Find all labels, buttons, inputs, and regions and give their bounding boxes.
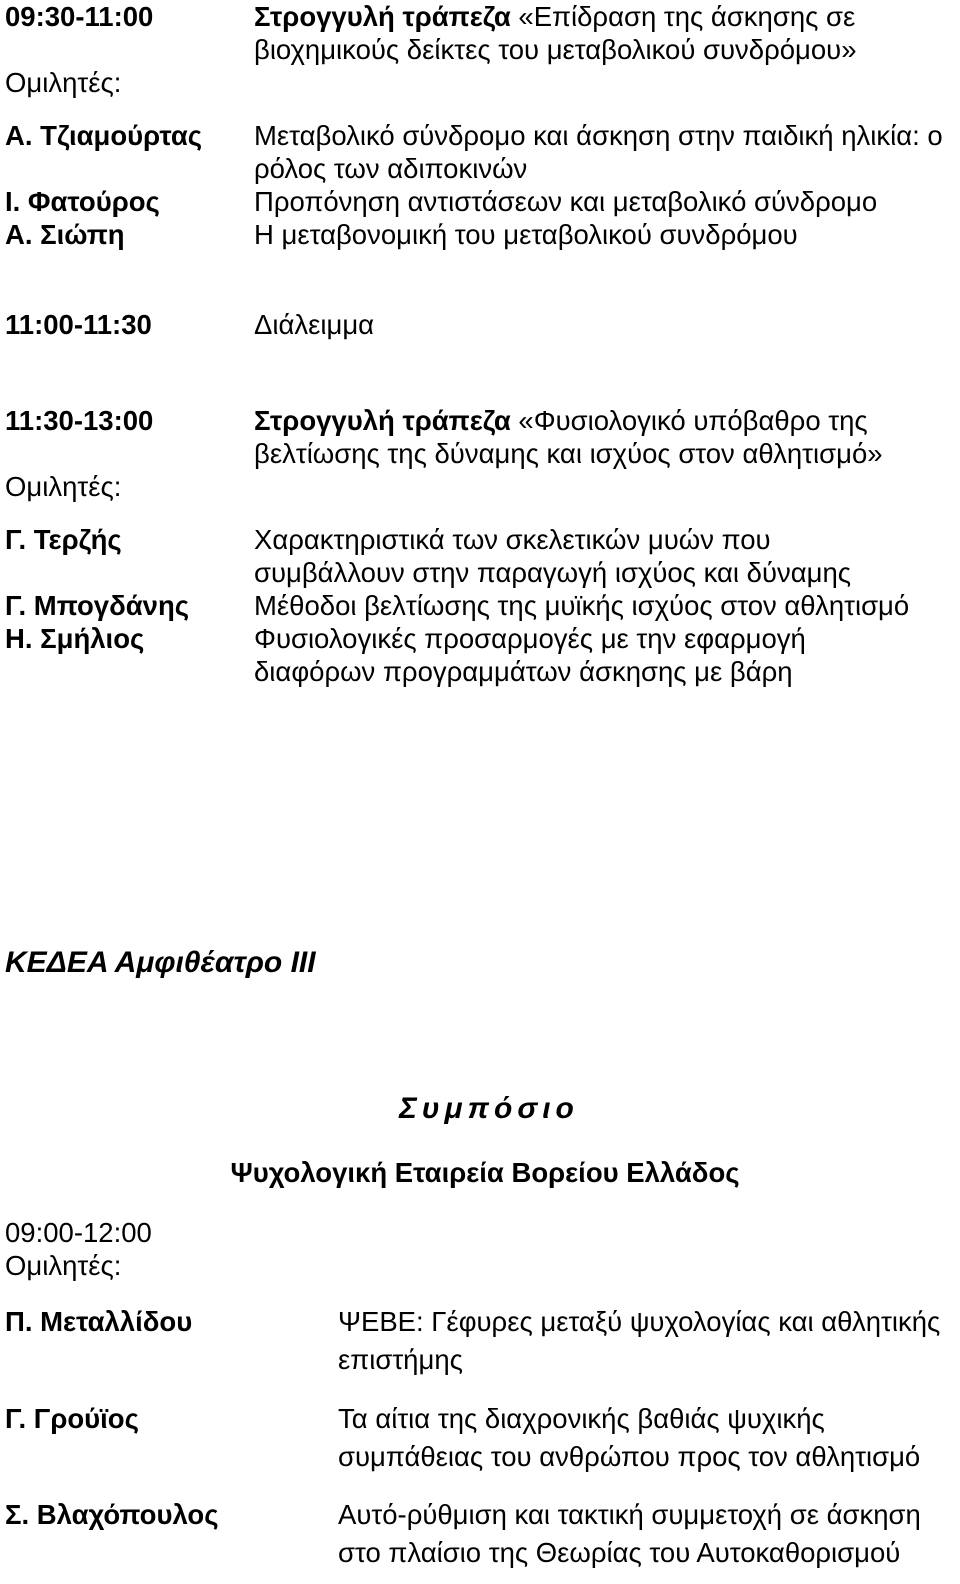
speaker-name: Γ. Γρούϊος — [5, 1403, 139, 1434]
talk-title: ρόλος των αδιποκινών — [254, 153, 528, 184]
talk-title: ΨΕΒΕ: Γέφυρες μεταξύ ψυχολογίας και αθλητικής — [338, 1306, 941, 1337]
session-1-title-line2: βιοχημικούς δείκτες του μεταβολικού συνδρόμου» — [254, 34, 857, 65]
talk-title: συμβάλλουν στην παραγωγή ισχύος και δύναμης — [254, 557, 852, 588]
speaker-name: Γ. Τερζής — [5, 524, 122, 555]
session-2-title-line2: βελτίωσης της δύναμης και ισχύος στον αθλητισμό» — [254, 438, 883, 469]
session-1-title-rest: «Επίδραση της άσκησης σε — [510, 1, 856, 32]
symposium-heading: Συμπόσιο — [399, 1092, 579, 1125]
speaker-name: Σ. Βλαχόπουλος — [5, 1499, 219, 1530]
speaker-name: Α. Τζιαμούρτας — [5, 120, 203, 151]
session-1-title — [254, 0, 855, 33]
talk-title: Αυτό-ρύθμιση και τακτική συμμετοχή σε άσκηση — [338, 1499, 921, 1530]
talk-title: Προπόνηση αντιστάσεων και μεταβολικό σύνδρομο — [254, 186, 878, 217]
speaker-name: Η. Σμήλιος — [5, 623, 145, 654]
break-time: 11:00-11:30 — [5, 309, 152, 340]
talk-title: Φυσιολογικές προσαρμογές με την εφαρμογή — [254, 623, 806, 654]
session-2-title — [254, 404, 868, 437]
speaker-name: Ι. Φατούρος — [5, 186, 160, 217]
session-2 — [0, 404, 960, 688]
venue-heading: ΚΕΔΕΑ Αμφιθέατρο ΙΙΙ — [5, 946, 316, 979]
symposium-time: 09:00-12:00 — [5, 1217, 152, 1248]
session-1 — [0, 0, 960, 251]
symposium-organizer: Ψυχολογική Εταιρεία Βορείου Ελλάδος — [230, 1157, 740, 1188]
talk-title: Μέθοδοι βελτίωσης της μυϊκής ισχύος στον αθλητισμό — [254, 590, 910, 621]
session-2-speakers-label: Ομιλητές: — [5, 471, 122, 502]
speaker-name: Π. Μεταλλίδου — [5, 1306, 193, 1337]
speaker-name: Γ. Μπογδάνης — [5, 590, 190, 621]
talk-title: στο πλαίσιο της Θεωρίας του Αυτοκαθορισμού — [338, 1537, 901, 1568]
symposium-block — [0, 1216, 960, 1572]
speaker-name: Α. Σιώπη — [5, 219, 125, 250]
session-2-time: 11:30-13:00 — [5, 405, 154, 436]
session-1-speakers-label: Ομιλητές: — [5, 67, 122, 98]
session-2-title-bold: Στρογγυλή τράπεζα — [254, 405, 511, 436]
session-1-time: 09:30-11:00 — [5, 1, 154, 32]
talk-title: Μεταβολικό σύνδρομο και άσκηση στην παιδική ηλικία: ο — [254, 120, 943, 151]
talk-title: επιστήμης — [338, 1344, 463, 1375]
talk-title: διαφόρων προγραμμάτων άσκησης με βάρη — [254, 656, 793, 687]
break-block — [0, 308, 960, 341]
talk-title: Η μεταβονομική του μεταβολικού συνδρόμου — [254, 219, 798, 250]
break-label: Διάλειμμα — [254, 309, 375, 340]
talk-title: Τα αίτια της διαχρονικής βαθιάς ψυχικής — [338, 1403, 825, 1434]
session-2-title-rest: «Φυσιολογικό υπόβαθρο της — [510, 405, 868, 436]
talk-title: Χαρακτηριστικά των σκελετικών μυών που — [254, 524, 771, 555]
symposium-speakers-label: Ομιλητές: — [5, 1250, 122, 1281]
talk-title: συμπάθειας του ανθρώπου προς τον αθλητισμό — [338, 1441, 921, 1472]
session-1-title-bold: Στρογγυλή τράπεζα — [254, 1, 511, 32]
